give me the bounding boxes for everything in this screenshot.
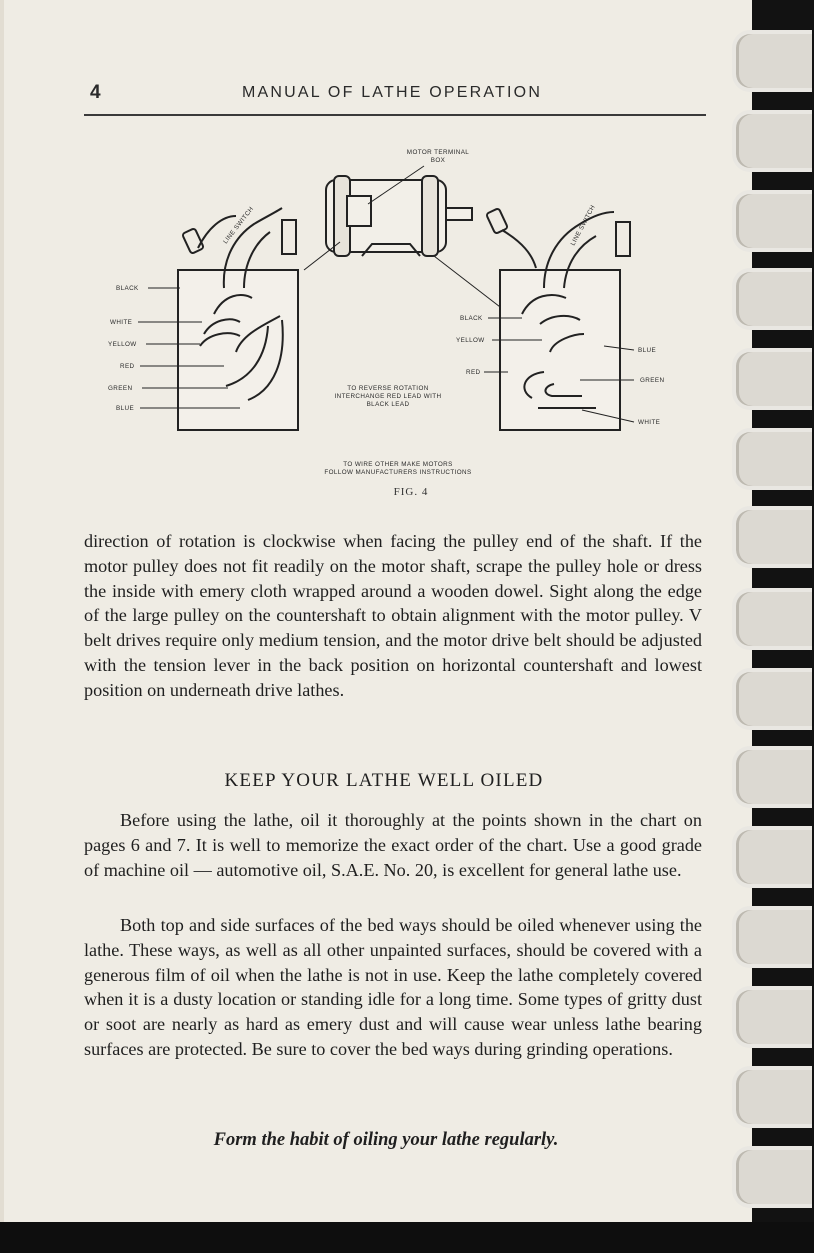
wiring-diagram-svg xyxy=(104,138,674,518)
header-rule xyxy=(84,114,706,116)
left-label-yellow: YELLOW xyxy=(108,341,137,348)
right-label-blue: BLUE xyxy=(638,347,657,354)
left-wire-labels xyxy=(108,285,139,412)
binding-ring xyxy=(732,826,812,888)
left-label-white: WHITE xyxy=(110,319,133,326)
running-title: MANUAL OF LATHE OPERATION xyxy=(242,84,543,101)
left-label-black: BLACK xyxy=(116,285,139,292)
left-label-red: RED xyxy=(120,363,135,370)
binding-ring xyxy=(732,588,812,650)
binding-ring xyxy=(732,906,812,968)
closing-line: Form the habit of oiling your lathe regularly. xyxy=(213,1130,559,1150)
reverse-rotation-note xyxy=(335,385,442,408)
binding-ring xyxy=(732,1146,812,1208)
motor-terminal-label-2: BOX xyxy=(430,157,446,164)
motor xyxy=(326,176,472,256)
reverse-note-3: BLACK LEAD xyxy=(366,401,410,408)
right-label-yellow: YELLOW xyxy=(456,337,485,344)
binding-ring xyxy=(732,348,812,410)
right-label-green: GREEN xyxy=(640,377,665,384)
figure-caption: FIG. 4 xyxy=(393,486,429,498)
binding-ring xyxy=(732,190,812,252)
other-motors-note-1: TO WIRE OTHER MAKE MOTORS xyxy=(343,461,453,468)
other-motors-note xyxy=(324,461,471,476)
page-number: 4 xyxy=(90,82,101,103)
section-heading: KEEP YOUR LATHE WELL OILED xyxy=(224,770,544,791)
paragraph-2: Before using the lathe, oil it thoroughly at the points shown in the chart on pages 6 and 7. It is well to memorize the exact order of the chart. Use a good grade of machine oil — automotive oil, S.A.E. No. 20, is excellent for general lathe use. xyxy=(84,810,702,880)
reverse-note-2: INTERCHANGE RED LEAD WITH xyxy=(334,393,442,400)
right-switch-box xyxy=(486,208,630,430)
binding-ring xyxy=(732,1066,812,1128)
paragraph-3: Both top and side surfaces of the bed ways should be oiled whenever using the lathe. These ways, as well as all other unpainted surfaces, should be covered with a generous film of oil when the lathe is not in use. Keep the lathe completely covered when it is a dusty location or standing idle for a long time. Some types of gritty dust or soot are nearly as hard as emery dust and will cause wear unless lathe bearing surfaces are protected. Be sure to cover the bed ways during grinding operations. xyxy=(84,915,702,1059)
other-motors-note-2: FOLLOW MANUFACTURERS INSTRUCTIONS xyxy=(324,469,472,476)
reverse-note-1: TO REVERSE ROTATION xyxy=(347,385,429,392)
binding-ring xyxy=(732,268,812,330)
left-label-green: GREEN xyxy=(108,385,133,392)
bottom-shadow xyxy=(0,1222,814,1253)
paragraph-1: direction of rotation is clockwise when facing the pulley end of the shaft. If the motor pulley does not fit readily on the motor shaft, scrape the pulley hole or dress the inside with emery cloth wrapped around a wooden dowel. Sight along the edge of the large pulley on the countershaft to obtain alignment with the motor pulley. V belt drives require only medium tension, and the motor drive belt should be adjusted with the tension lever in the back position on horizontal countershaft and lowest position on underneath drive lathes. xyxy=(84,531,702,700)
right-label-white: WHITE xyxy=(638,419,661,426)
right-switch-text: LINE SWITCH xyxy=(569,203,597,247)
binding-ring xyxy=(732,428,812,490)
right-label-red: RED xyxy=(466,369,481,376)
motor-terminal-label-1: MOTOR TERMINAL xyxy=(406,149,470,156)
binding-ring xyxy=(732,746,812,808)
binding-ring xyxy=(732,30,812,92)
wiring-diagram xyxy=(104,138,674,518)
binding-ring xyxy=(732,668,812,730)
right-label-black: BLACK xyxy=(460,315,483,322)
binding-ring xyxy=(732,506,812,568)
page-header xyxy=(84,80,704,106)
binding-ring xyxy=(732,110,812,172)
left-switch-text: LINE SWITCH xyxy=(222,205,256,246)
binding-ring xyxy=(732,986,812,1048)
left-switch-box xyxy=(178,208,298,430)
left-label-blue: BLUE xyxy=(116,405,135,412)
